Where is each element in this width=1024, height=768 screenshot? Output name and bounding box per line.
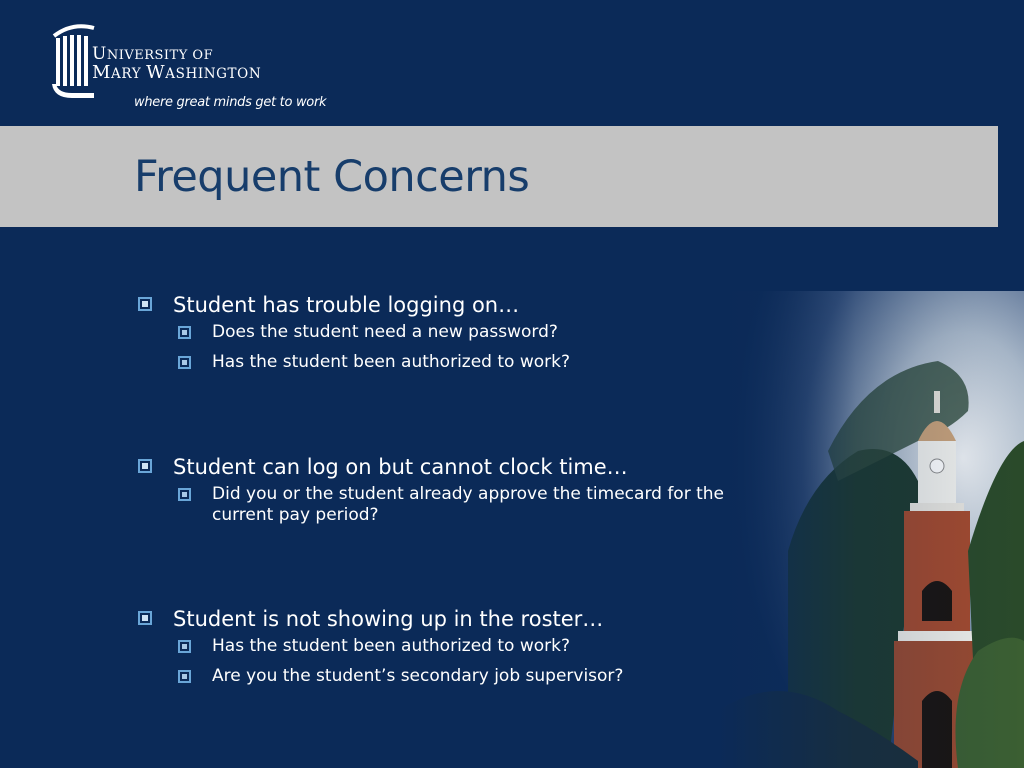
square-bullet-icon (138, 297, 152, 311)
bullet-heading: Student can log on but cannot clock time… (173, 455, 628, 479)
bullet-level1 (138, 291, 852, 319)
bullet-level2 (138, 322, 852, 343)
title-band (0, 126, 998, 227)
square-bullet-icon (138, 459, 152, 473)
square-bullet-icon (178, 640, 191, 653)
square-bullet-icon (178, 326, 191, 339)
bullet-level2 (138, 666, 852, 687)
bullet-item: Does the student need a new password? (212, 322, 558, 342)
bullet-group-1 (138, 291, 852, 373)
bullet-group-3 (138, 605, 852, 687)
square-bullet-icon (138, 611, 152, 625)
bullet-item: Has the student been authorized to work? (212, 636, 570, 656)
bullet-level2 (138, 636, 852, 657)
bullet-level2 (138, 484, 732, 526)
bullet-group-2 (138, 453, 732, 526)
bullet-heading: Student has trouble logging on… (173, 293, 520, 317)
bullet-level1 (138, 605, 852, 633)
bullet-item: Has the student been authorized to work? (212, 352, 570, 372)
logo-tagline: where great minds get to work (134, 95, 327, 110)
logo-university-of: UNIVERSITY OF (92, 44, 214, 64)
university-logo (50, 22, 350, 117)
bullet-level2 (138, 352, 852, 373)
square-bullet-icon (178, 670, 191, 683)
columns-logo-icon (50, 22, 98, 100)
bullet-level1 (138, 453, 732, 481)
bullet-item: Did you or the student already approve the timecard for the current pay period? (212, 484, 725, 525)
slide-title: Frequent Concerns (134, 152, 530, 202)
bullet-heading: Student is not showing up in the roster… (173, 607, 604, 631)
bullet-item: Are you the student’s secondary job supervisor? (212, 666, 624, 686)
logo-mary-washington: MARY WASHINGTON (92, 62, 262, 83)
square-bullet-icon (178, 356, 191, 369)
square-bullet-icon (178, 488, 191, 501)
